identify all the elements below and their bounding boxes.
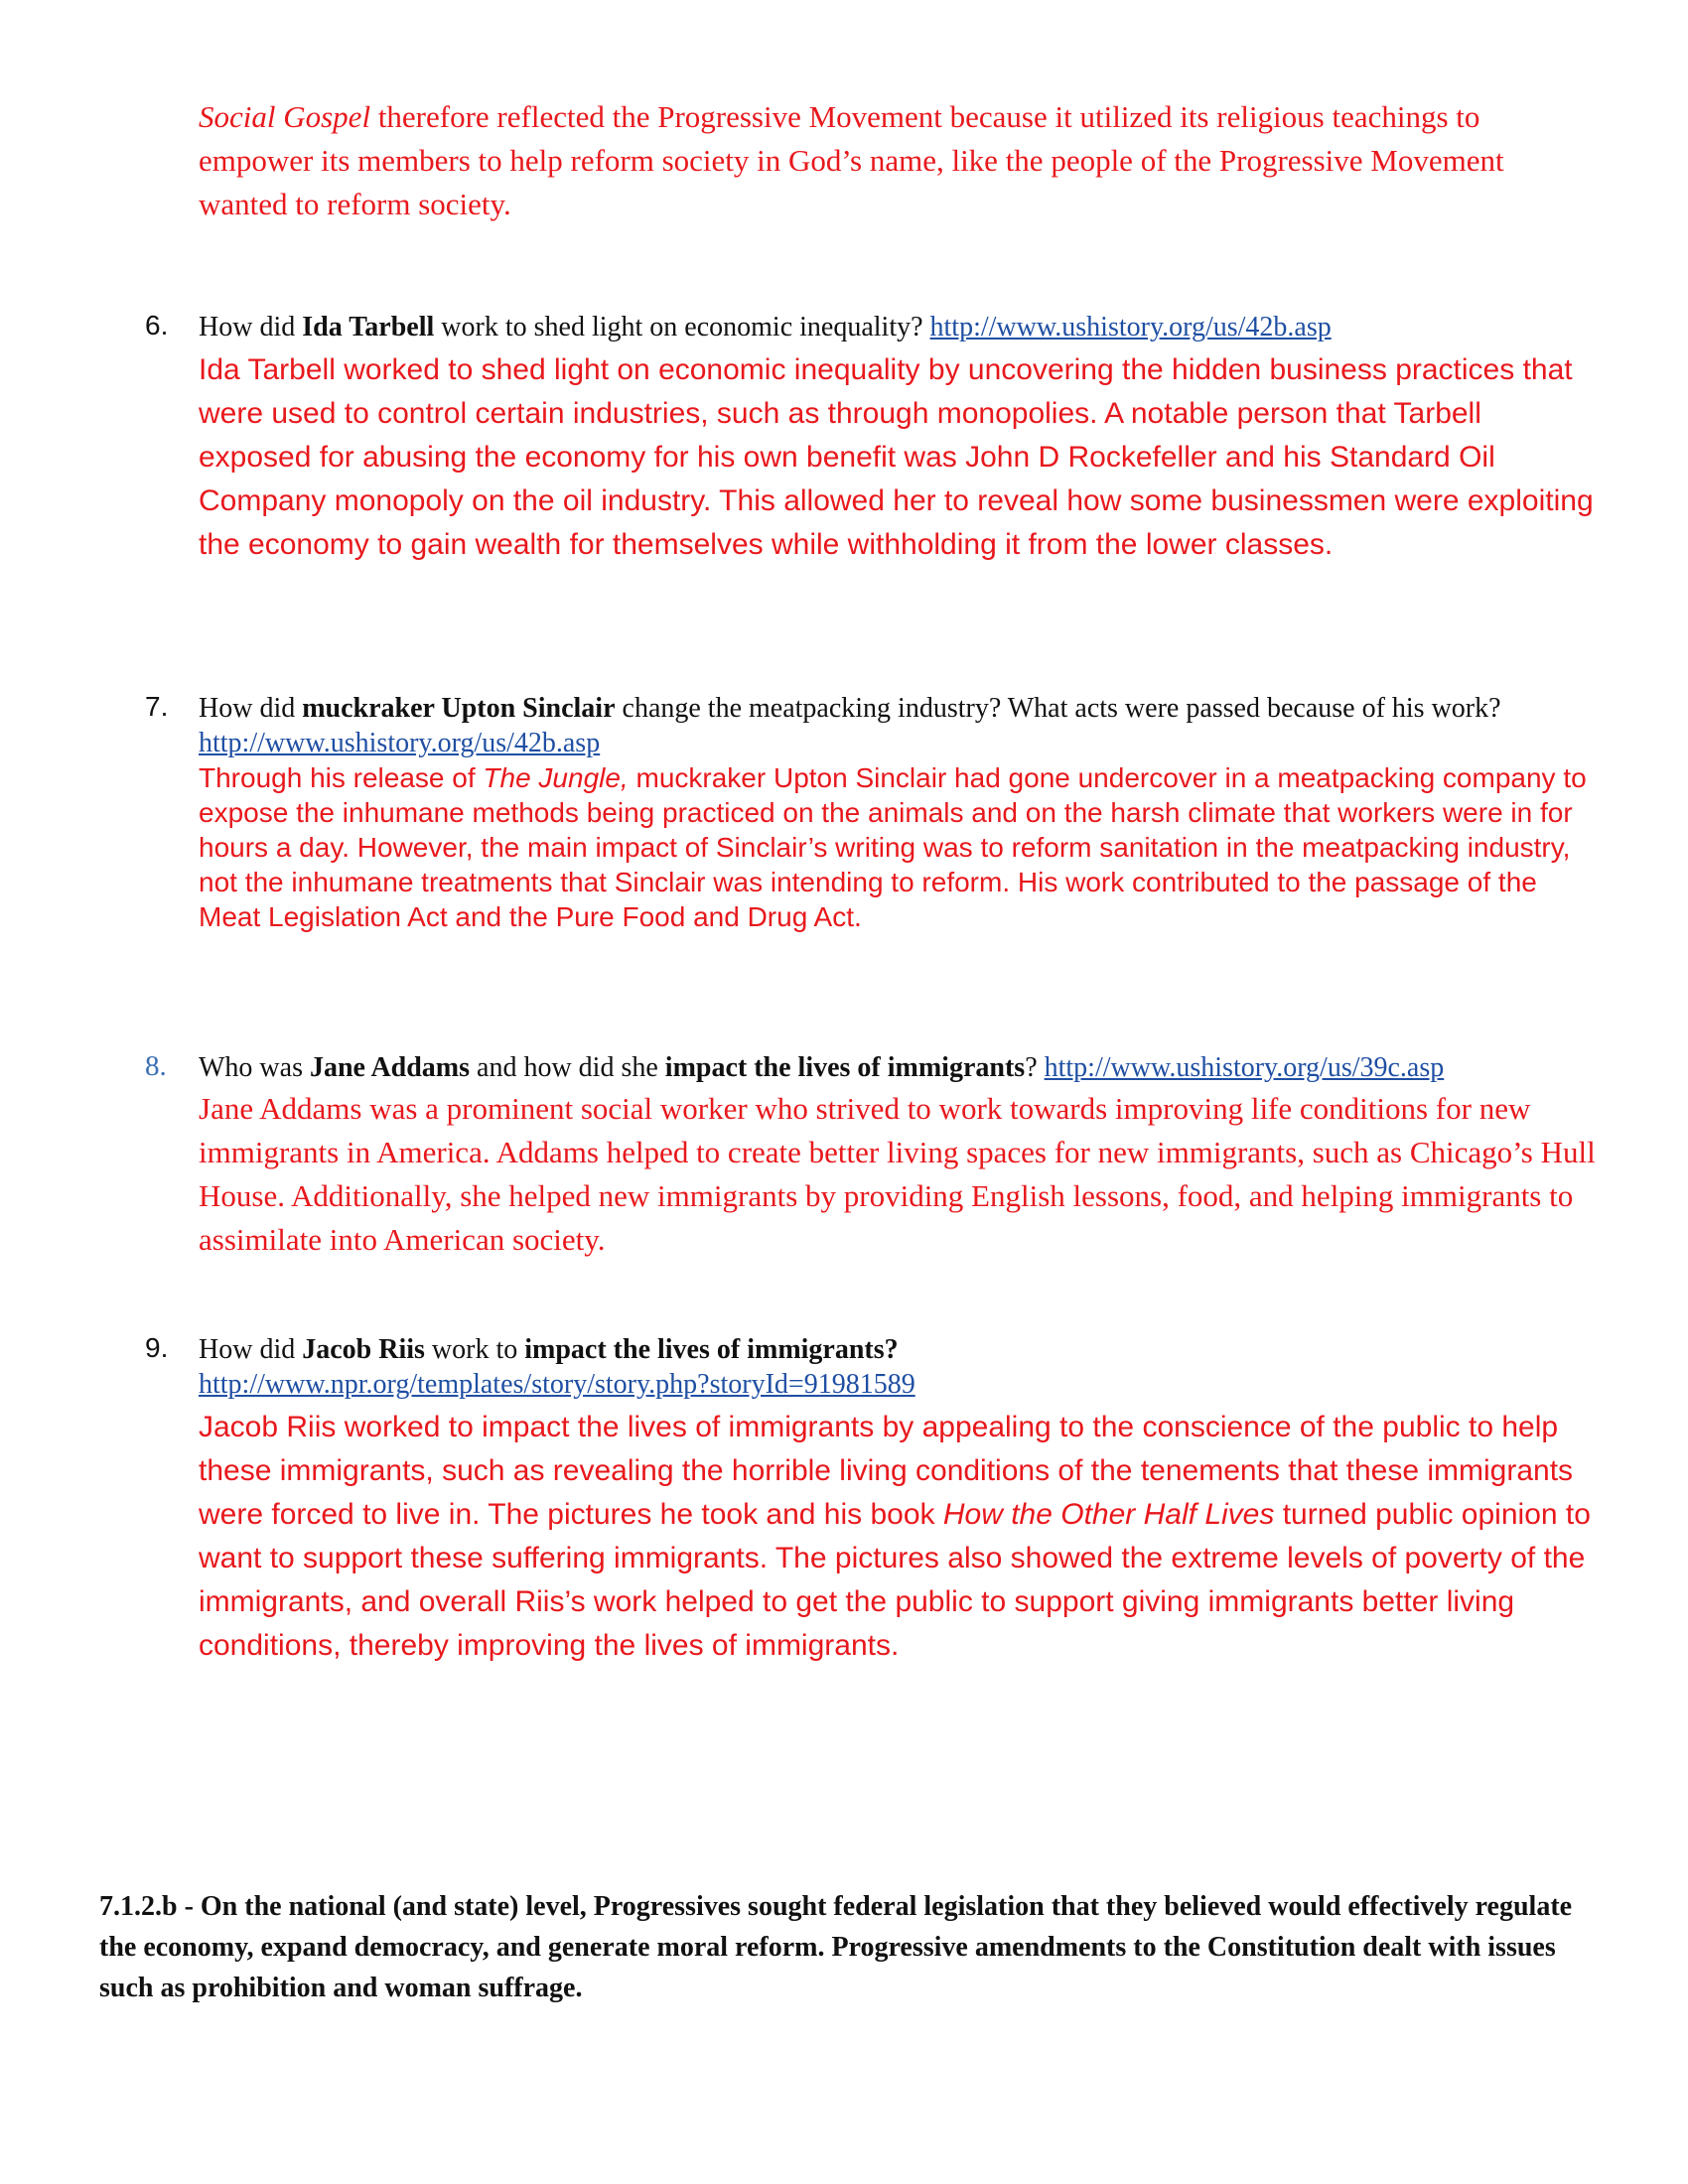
prompt-text: How did (199, 693, 303, 724)
book-title: How the Other Half Lives (942, 1498, 1275, 1531)
intro-italic-term: Social Gospel (199, 99, 371, 134)
prompt-text: and how did she (470, 1052, 665, 1083)
answer-text-part: turned public opinion to want to support these suffering immigrants. The pictures also showed the extreme levels of poverty of the immigrants, and overall Riis’s work helped to get the public to support giving immigrants better living conditions, thereby improving the lives of immigrants. (199, 1498, 1591, 1662)
question-prompt (199, 691, 1599, 760)
standard-statement: 7.1.2.b - On the national (and state) level, Progressives sought federal legislation that they believed would effectively regulate the economy, expand democracy, and generate moral reform. Progressive amendments to the Constitution dealt with issues such as prohibition and woman suffrage. (99, 1891, 1573, 2003)
question-number: 6. (145, 310, 169, 341)
source-link[interactable]: http://www.ushistory.org/us/39c.asp (1044, 1052, 1445, 1083)
answer-text (199, 1406, 1599, 1668)
question-prompt (199, 310, 1599, 344)
answer-text-part: Through his release of (199, 762, 484, 793)
prompt-text: How did (199, 1334, 303, 1365)
answer-text: Jane Addams was a prominent social worker who strived to work towards improving life conditions for new immigrants in America. Addams helped to create better living spaces for new immigrants, such as Chicago’s Hull House. Additionally, she helped new immigrants by providing English lessons, food, and helping immigrants to assimilate into American society. (199, 1091, 1596, 1257)
prompt-text: How did (199, 312, 303, 342)
prompt-bold-subject: Jacob Riis (302, 1334, 425, 1365)
prompt-bold-topic: impact the lives of immigrants (664, 1052, 1026, 1083)
question-prompt (199, 1050, 1599, 1085)
source-link[interactable]: http://www.ushistory.org/us/42b.asp (929, 312, 1332, 342)
prompt-bold-subject: Ida Tarbell (302, 312, 435, 342)
answer-text (199, 760, 1599, 934)
source-link[interactable]: http://www.ushistory.org/us/42b.asp (199, 728, 601, 758)
prompt-bold-topic: impact the lives of immigrants? (524, 1334, 899, 1365)
answer-text-part: muckraker Upton Sinclair had gone undercover in a meatpacking company to expose the inhumane methods being practiced on the animals and on the harsh climate that workers were in for hours a day. However, the main impact of Sinclair’s writing was to reform sanitation in the meatpacking industry, not the inhumane treatments that Sinclair was intending to reform. His work contributed to the passage of the Meat Legislation Act and the Pure Food and Drug Act. (199, 762, 1587, 932)
intro-text: therefore reflected the Progressive Movement because it utilized its religious teachings to empower its members to help reform society in God’s name, like the people of the Progressive Movement wanted to reform society. (199, 99, 1504, 221)
question-number: 8. (145, 1050, 167, 1082)
question-number: 7. (145, 691, 169, 722)
prompt-text: ? (1025, 1052, 1045, 1083)
prompt-text: change the meatpacking industry? What acts were passed because of his work? (615, 693, 1501, 724)
prompt-text: work to shed light on economic inequality? (434, 312, 930, 342)
prompt-text: Who was (199, 1052, 310, 1083)
question-prompt (199, 1332, 1599, 1402)
prompt-bold-subject: muckraker Upton Sinclair (302, 693, 616, 724)
answer-text-part: Jacob Riis worked to impact the lives of immigrants by appealing to the conscience of the public to help these immigrants, such as revealing the horrible living conditions of the tenements that these immigrants were forced to live in. The pictures he took and his book (199, 1411, 1574, 1531)
book-title: The Jungle, (483, 762, 629, 793)
prompt-text: work to (424, 1334, 525, 1365)
question-number: 9. (145, 1332, 169, 1363)
intro-paragraph (199, 95, 1589, 226)
prompt-bold-subject: Jane Addams (309, 1052, 471, 1083)
answer-text: Ida Tarbell worked to shed light on economic inequality by uncovering the hidden business practices that were used to control certain industries, such as through monopolies. A notable person that Tarbell exposed for abusing the economy for his own benefit was John D Rockefeller and his Standard Oil Company monopoly on the oil industry. This allowed her to reveal how some businessmen were exploiting the economy to gain wealth for themselves while withholding it from the lower classes. (199, 353, 1594, 561)
source-link[interactable]: http://www.npr.org/templates/story/story.php?storyId=91981589 (199, 1369, 915, 1400)
